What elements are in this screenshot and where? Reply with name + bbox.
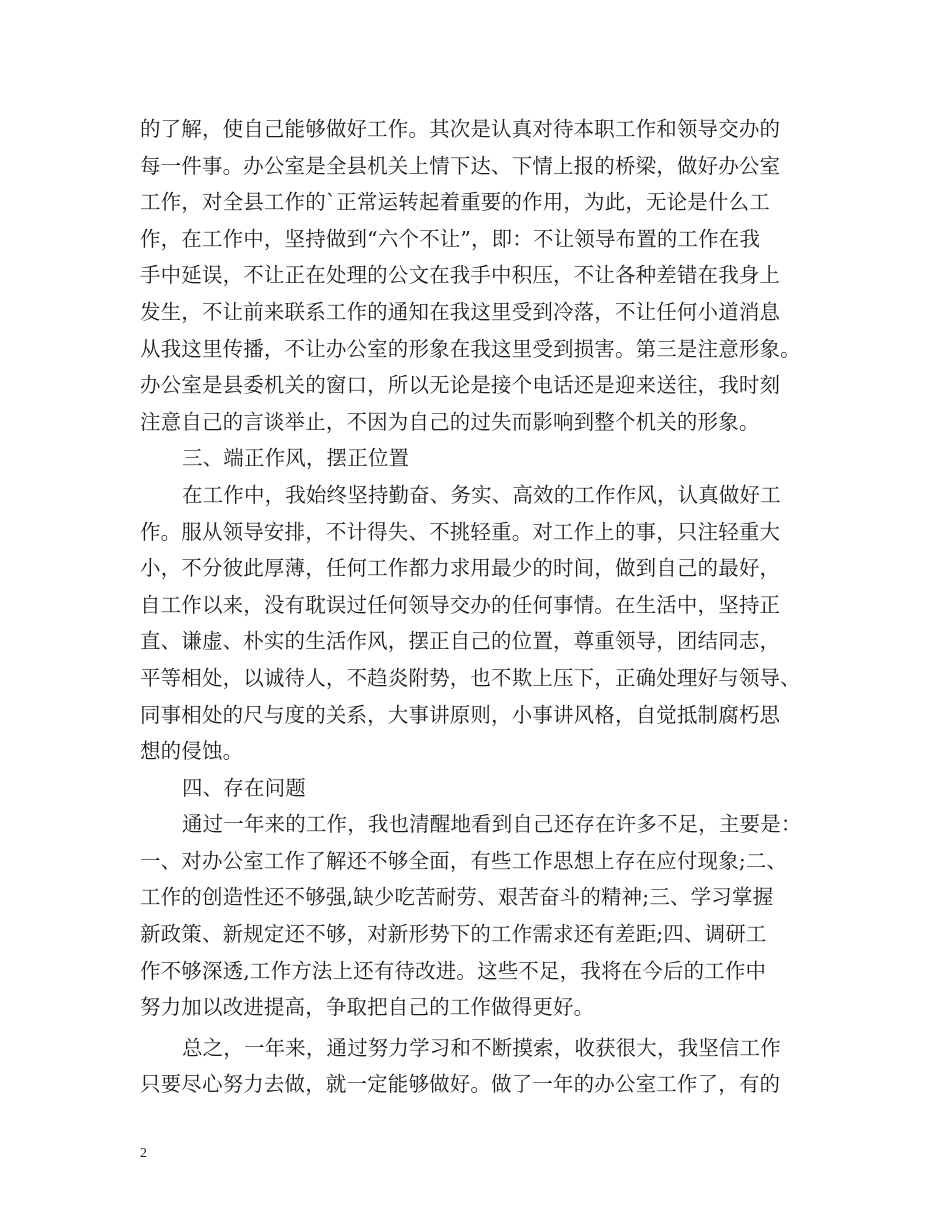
body-line: 手中延误，不让正在处理的公文在我手中积压，不让各种差错在我身上	[140, 263, 781, 288]
body-line: 通过一年来的工作，我也清醒地看到自己还存在许多不足，主要是：	[182, 812, 802, 837]
body-line: 作，在工作中，坚持做到“六个不让”，即：不让领导布置的工作在我	[140, 226, 761, 251]
body-line: 同事相处的尺与度的关系，大事讲原则，小事讲风格，自觉抵制腐朽思	[140, 702, 781, 727]
body-line: 作不够深透,工作方法上还有待改进。这些不足，我将在今后的工作中	[140, 958, 767, 983]
body-line: 发生，不让前来联系工作的通知在我这里受到冷落，不让任何小道消息	[140, 299, 781, 324]
body-line: 工作的创造性还不够强,缺少吃苦耐劳、艰苦奋斗的精神;三、学习掌握	[140, 885, 774, 910]
body-line: 小，不分彼此厚薄，任何工作都力求用最少的时间，做到自己的最好，	[140, 556, 781, 581]
body-line: 努力加以改进提高，争取把自己的工作做得更好。	[140, 995, 595, 1020]
body-line: 一、对办公室工作了解还不够全面，有些工作思想上存在应付现象;二、	[140, 848, 788, 873]
body-line: 办公室是县委机关的窗口，所以无论是接个电话还是迎来送往，我时刻	[140, 373, 781, 398]
body-line: 作。服从领导安排，不计得失、不挑轻重。对工作上的事，只注轻重大	[140, 519, 781, 544]
section-heading-3: 三、端正作风，摆正位置	[182, 446, 410, 471]
section-heading-4: 四、存在问题	[182, 775, 306, 800]
body-line: 总之，一年来，通过努力学习和不断摸索，收获很大，我坚信工作	[182, 1035, 781, 1060]
body-line: 新政策、新规定还不够，对新形势下的工作需求还有差距;四、调研工	[140, 922, 767, 947]
body-line: 直、谦虚、朴实的生活作风，摆正自己的位置，尊重领导，团结同志，	[140, 629, 781, 654]
body-line: 只要尽心努力去做，就一定能够做好。做了一年的办公室工作了，有的	[140, 1072, 781, 1097]
body-line: 工作，对全县工作的`正常运转起着重要的作用，为此，无论是什么工	[140, 190, 770, 215]
body-line: 自工作以来，没有耽误过任何领导交办的任何事情。在生活中，坚持正	[140, 592, 781, 617]
body-line: 注意自己的言谈举止，不因为自己的过失而影响到整个机关的形象。	[140, 409, 760, 434]
body-line: 在工作中，我始终坚持勤奋、务实、高效的工作作风，认真做好工	[182, 482, 781, 507]
page-number: 2	[140, 1146, 147, 1161]
body-line: 的了解，使自己能够做好工作。其次是认真对待本职工作和领导交办的	[140, 117, 781, 141]
body-line: 从我这里传播，不让办公室的形象在我这里受到损害。第三是注意形象。	[140, 336, 801, 361]
body-line: 想的侵蚀。	[140, 739, 244, 764]
document-body	[140, 111, 830, 1103]
body-line: 平等相处，以诚待人，不趋炎附势，也不欺上压下，正确处理好与领导、	[140, 665, 801, 690]
body-line: 每一件事。办公室是全县机关上情下达、下情上报的桥梁，做好办公室	[140, 153, 781, 178]
